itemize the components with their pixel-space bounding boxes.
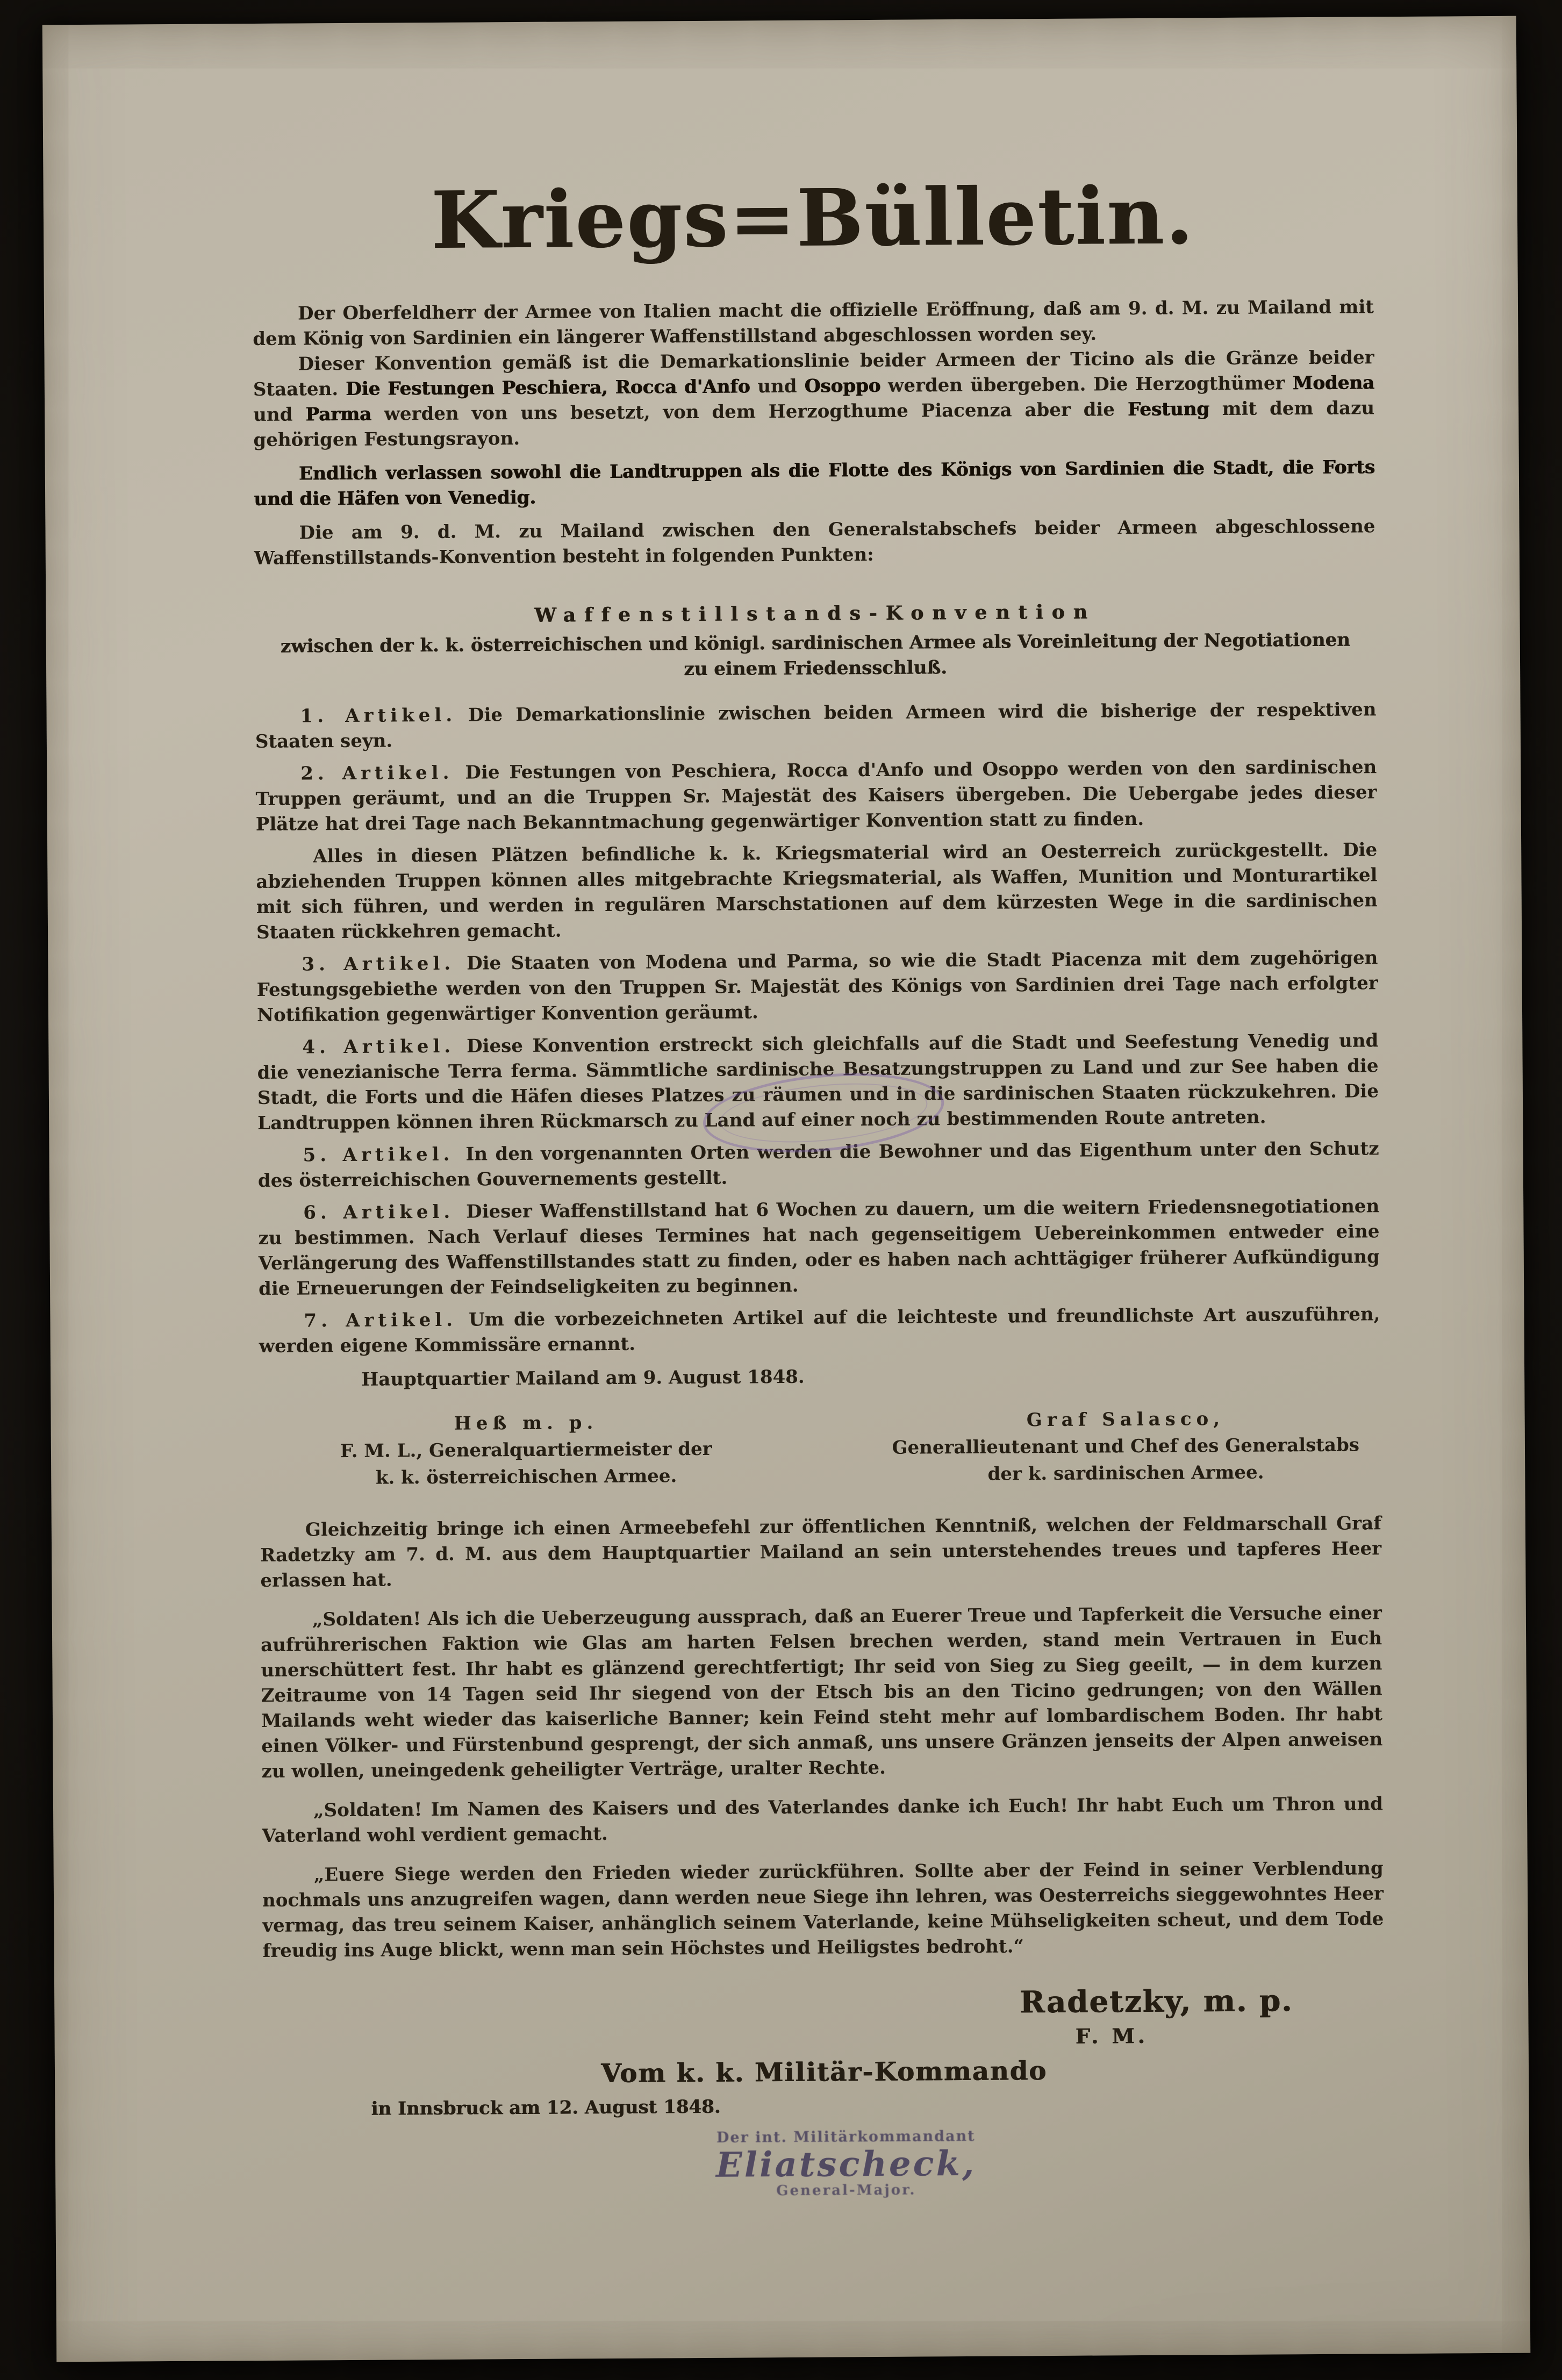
signature-right-name: Graf Salasco, bbox=[1026, 1408, 1225, 1431]
article-paragraph-5 bbox=[257, 1137, 1379, 1194]
article-text: Dieser Waffenstillstand hat 6 Wochen zu dauern, um die weitern Friedensnegotiationen zu bestimmen. Nach Verlauf dieses Termines hat nach gegenseitigem Uebereinkommen entweder eine Verlängerung des Waffenstillstandes statt zu finden, oder es haben nach achttägiger früherer Aufkündigung die Erneuerungen der Feindseligkeiten zu beginnen. bbox=[258, 1195, 1380, 1300]
article-paragraph-3 bbox=[256, 946, 1378, 1029]
stamp-rank-line: General-Major. bbox=[776, 2182, 916, 2199]
signature-right-role2: der k. sardinischen Armee. bbox=[987, 1461, 1264, 1486]
intro-paragraph-4: Die am 9. d. M. zu Mailand zwischen den Generalstabschefs beider Armeen abgeschlossene Waffenstillstands-Konvention besteht in folgenden Punkten: bbox=[254, 515, 1375, 570]
article-text: Diese Konvention erstreckt sich gleichfalls auf die Stadt und Seefestung Venedig und die venezianische Terra ferma. Sämmtliche sardinische Besatzungstruppen zu Land und zur See haben die Stadt, die Forts und die Häfen dieses Platzes zu räumen und in die sardinischen Staaten rückzukehren. Die Landtruppen können ihren Rückmarsch zu Land auf einer noch zu bestimmenden Route antreten. bbox=[257, 1030, 1379, 1135]
article-paragraph-2b bbox=[256, 838, 1378, 946]
radetzky-rank: F. M. bbox=[1075, 2023, 1148, 2048]
stamp-commandant-line: Der int. Militärkommandant bbox=[716, 2127, 976, 2146]
army-order-intro: Gleichzeitig bringe ich einen Armeebefehl zur öffentlichen Kenntniß, welchen der Feldmarschall Graf Radetzky am 7. d. M. aus dem Hauptquartier Mailand an sein unterstehendes treues und tapferes Heer erlassen hat. bbox=[260, 1512, 1382, 1592]
signature-right-role1: Generallieutenant und Chef des Generalstabs bbox=[892, 1434, 1360, 1459]
military-command-line: Vom k. k. Militär-Kommando bbox=[600, 2055, 1048, 2089]
stamp-block bbox=[285, 2121, 1407, 2207]
article-paragraph-6 bbox=[258, 1194, 1380, 1302]
article-text: Um die vorbezeichneten Artikel auf die leichteste und freundlichste Art auszuführen, werden eigene Kommissäre ernannt. bbox=[259, 1303, 1380, 1358]
quote-paragraph-2: „Soldaten! Im Namen des Kaisers und des Vaterlandes danke ich Euch! Ihr habt Euch um Thron und Vaterland wohl verdient gemacht. bbox=[262, 1793, 1384, 1847]
quote-paragraph-3: „Euere Siege werden den Frieden wieder zurückführen. Sollte aber der Feind in seiner Verblendung nochmals uns anzugreifen wagen, dann werden neue Siege ihn lehren, was Oesterreichs sieggewohntes Heer vermag, das treu seinem Kaiser, anhänglich seinem Vaterlande, keine Mühseligkeiten scheut, und dem Tode freudig ins Auge blickt, wenn man sein Höchstes und Heiligstes bedroht.“ bbox=[262, 1858, 1384, 1962]
radetzky-signature: Radetzky, m. p. bbox=[1019, 1983, 1293, 2020]
article-label: 6. Artikel. bbox=[303, 1201, 455, 1224]
dateline: Hauptquartier Mailand am 9. August 1848. bbox=[361, 1366, 805, 1391]
signature-left bbox=[340, 1409, 713, 1492]
article-text: Die Demarkationslinie zwischen beiden Armeen wird die bisherige der respektiven Staaten seyn. bbox=[255, 699, 1377, 753]
signature-right bbox=[892, 1405, 1359, 1488]
convention-subheading: zwischen der k. k. österreichischen und königl. sardinischen Armee als Voreinleitung der Negotiationen zu einem Friedensschluß. bbox=[280, 629, 1350, 680]
intro-paragraph-2: Dieser Konvention gemäß ist die Demarkationslinie beider Armeen der Ticino als die Gränze beider Staaten. Die Festungen Peschiera, Rocca d'Anfo und Osoppo werden übergeben. Die Herzogthümer Modena und Parma werden von uns besetzt, von dem Herzogthume Piacenza aber die Festung mit dem dazu gehörigen Festungsrayon. bbox=[253, 347, 1375, 451]
signature-left-name: Heß m. p. bbox=[454, 1412, 598, 1435]
quote-paragraph-1: „Soldaten! Als ich die Ueberzeugung aussprach, daß an Euerer Treue und Tapferkeit die Versuche einer aufrührerischen Faktion wie Glas am harten Felsen brechen werden, stand mein Vertrauen in Euch unerschüttert fest. Ihr habt es glänzend gerechtfertigt; Ihr seid von Sieg zu Sieg geeilt, — in dem kurzen Zeitraume von 14 Tagen seid Ihr siegend von der Etsch bis an den Ticino gedrungen; von den Wällen Mailands weht wieder das kaiserliche Banner; kein Feind steht mehr auf lombardischem Boden. Ihr habt einen Völker- und Fürstenbund gesprengt, der sich anmaß, uns unsere Gränzen jenseits der Alpen anweisen zu wollen, uneingedenk geheiligter Verträge, uralter Rechte. bbox=[261, 1602, 1383, 1783]
article-label: 3. Artikel. bbox=[302, 953, 455, 976]
article-paragraph-2 bbox=[255, 755, 1377, 838]
signature-row bbox=[260, 1405, 1381, 1493]
article-label: 4. Artikel. bbox=[302, 1036, 455, 1058]
article-text: Die Staaten von Modena und Parma, so wie die Stadt Piacenza mit dem zugehörigen Festungsgebiethe werden von den Truppen Sr. Majestät des Königs von Sardinien drei Tage nach erfolgter Notifikation gegenwärtiger Konvention geräumt. bbox=[256, 947, 1378, 1027]
articles-section bbox=[255, 698, 1380, 1360]
article-label: 1. Artikel. bbox=[300, 705, 457, 727]
article-text: In den vorgenannten Orten werden die Bewohner und das Eigenthum unter den Schutz des österreichischen Gouvernements gestellt. bbox=[257, 1138, 1379, 1192]
stamp-signature: Eliatscheck, bbox=[715, 2143, 977, 2185]
document-title: Kriegs=Bülletin. bbox=[431, 170, 1195, 267]
document-content bbox=[251, 17, 1386, 2207]
document-paper bbox=[42, 16, 1531, 2362]
signature-left-role1: F. M. L., Generalquartiermeister der bbox=[340, 1438, 712, 1463]
article-paragraph-7 bbox=[259, 1302, 1380, 1360]
signature-left-role2: k. k. österreichischen Armee. bbox=[375, 1465, 677, 1489]
article-text: Die Festungen von Peschiera, Rocca d'Anfo und Osoppo werden von den sardinischen Truppen geräumt, und an die Truppen Sr. Majestät des Kaisers übergeben. Die Uebergabe jedes dieser Plätze hat drei Tage nach Bekanntmachung gegenwärtiger Konvention statt zu finden. bbox=[255, 756, 1377, 836]
convention-heading: Waffenstillstands-Konvention bbox=[534, 600, 1096, 627]
article-paragraph-1 bbox=[255, 698, 1377, 755]
intro-paragraph-3: Endlich verlassen sowohl die Landtruppen als die Flotte des Königs von Sardinien die Stadt, die Forts und die Häfen von Venedig. bbox=[254, 456, 1375, 511]
article-label: 7. Artikel. bbox=[304, 1309, 457, 1332]
place-date-line: in Innsbruck am 12. August 1848. bbox=[371, 2096, 721, 2120]
article-label: 5. Artikel. bbox=[303, 1144, 454, 1166]
article-label: 2. Artikel. bbox=[300, 762, 454, 785]
intro-paragraph-1: Der Oberfeldherr der Armee von Italien macht die offizielle Eröffnung, daß am 9. d. M. zu Mailand mit dem König von Sardinien ein längerer Waffenstillstand abgeschlossen worden sey. bbox=[253, 296, 1374, 350]
article-text: Alles in diesen Plätzen befindliche k. k. Kriegsmaterial wird an Oesterreich zurückgestellt. Die abziehenden Truppen können alles mitgebrachte Kriegsmaterial, als Waffen, Munition und Monturartikel mit sich führen, und werden in regulären Marschstationen auf dem kürzesten Wege in die sardinischen Staaten rückkehren gemacht. bbox=[256, 839, 1378, 944]
article-paragraph-4 bbox=[257, 1029, 1379, 1137]
